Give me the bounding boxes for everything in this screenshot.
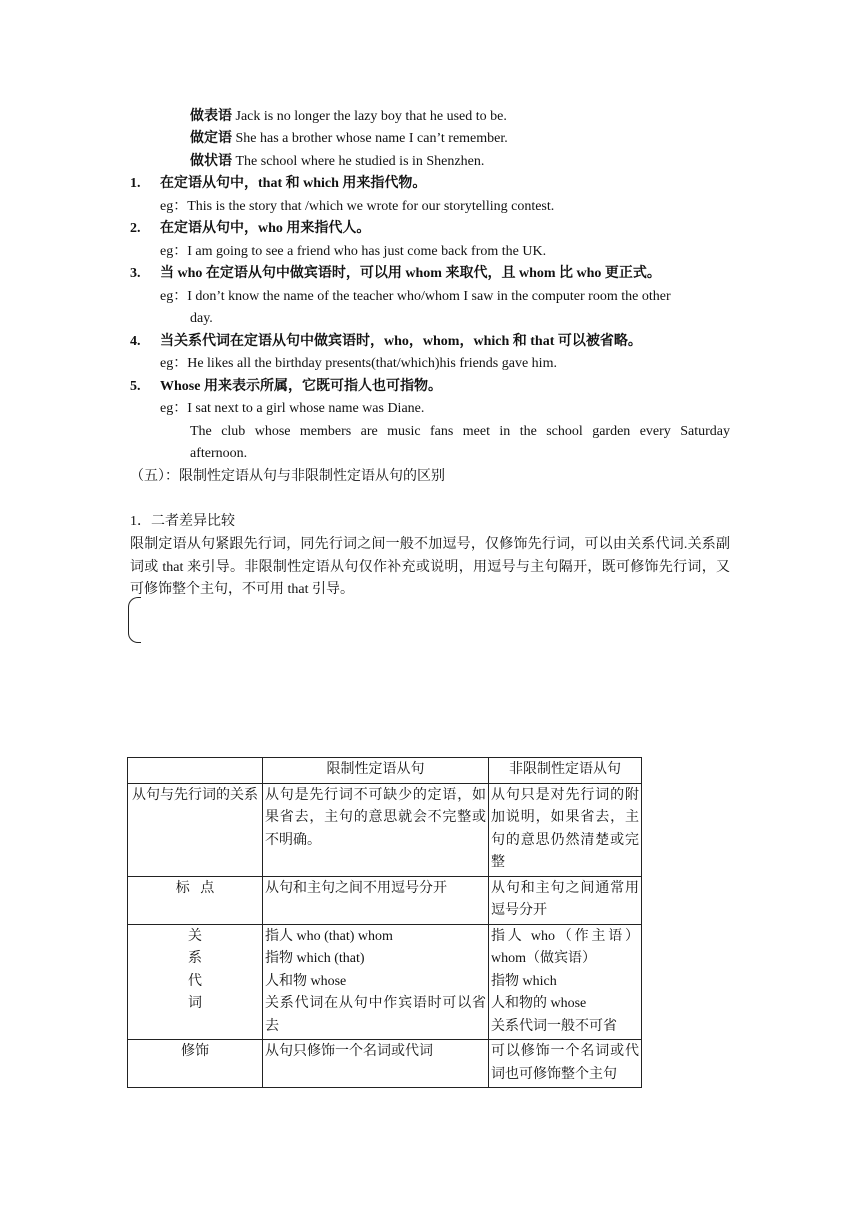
intro-line-adverbial: 做状语 The school where he studied is in Shenzhen.: [190, 154, 485, 169]
sub-heading: 1．二者差异比较: [130, 514, 235, 529]
table-header-cell: 限制性定语从句: [263, 758, 489, 784]
table-cell: 指人 who (that) whom 指物 which (that) 人和物 whose 关系代词在从句中作宾语时可以省去: [263, 924, 489, 1040]
rule-title: 当 who 在定语从句中做宾语时，可以用 whom 来取代，且 whom 比 who 更正式。: [160, 266, 661, 281]
table-row-label: 从句与先行词的关系: [128, 783, 263, 876]
rule-example-continuation: day.: [190, 311, 213, 326]
rule-number: 2.: [130, 221, 141, 236]
intro-line-attributive: 做定语 She has a brother whose name I can’t remember.: [190, 131, 508, 146]
table-cell: 从句和主句之间不用逗号分开: [263, 876, 489, 924]
intro-line-predicative: 做表语 Jack is no longer the lazy boy that he used to be.: [190, 109, 507, 124]
rule-number: 4.: [130, 334, 141, 349]
table-row: [128, 783, 642, 876]
table-header-cell: [128, 758, 263, 784]
rule-title: Whose 用来表示所属，它既可指人也可指物。: [160, 379, 442, 394]
rule-example: eg：I sat next to a girl whose name was Diane.: [160, 401, 425, 416]
rule-number: 3.: [130, 266, 141, 281]
table-cell: 指人 who（作主语） whom（做宾语） 指物 which 人和物的 whose 关系代词一般不可省: [489, 924, 642, 1040]
table-row-label: 标 点: [128, 876, 263, 924]
table-cell: 从句只修饰一个名词或代词: [263, 1040, 489, 1088]
rule-example-second: The club whose members are music fans meet in the school garden every Saturday: [190, 424, 730, 439]
rule-title: 在定语从句中，that 和 which 用来指代物。: [160, 176, 427, 191]
table-cell: 从句和主句之间通常用逗号分开: [489, 876, 642, 924]
rule-number: 5.: [130, 379, 141, 394]
rule-title: 在定语从句中，who 用来指代人。: [160, 221, 371, 236]
table-cell: 从句是先行词不可缺少的定语，如果省去，主句的意思就会不完整或不明确。: [263, 783, 489, 876]
rule-example: eg：This is the story that /which we wrote for our storytelling contest.: [160, 199, 555, 214]
rule-title: 当关系代词在定语从句中做宾语时，who，whom，which 和 that 可以被省略。: [160, 334, 642, 349]
table-row: [128, 924, 642, 1040]
rule-example: eg：I am going to see a friend who has just come back from the UK.: [160, 244, 547, 259]
table-header-row: [128, 758, 642, 784]
table-row: [128, 876, 642, 924]
comparison-table: [127, 757, 642, 1088]
rule-number: 1.: [130, 176, 141, 191]
rule-example-second-continuation: afternoon.: [190, 446, 248, 461]
rule-example: eg：I don’t know the name of the teacher who/whom I saw in the computer room the other: [160, 289, 671, 304]
table-row: [128, 1040, 642, 1088]
table-cell: 从句只是对先行词的附加说明，如果省去，主句的意思仍然清楚或完整: [489, 783, 642, 876]
section-heading: （五）：限制性定语从句与非限制性定语从句的区别: [130, 469, 445, 484]
table-row-label: 修饰: [128, 1040, 263, 1088]
comparison-paragraph: 限制定语从句紧跟先行词，同先行词之间一般不加逗号，仅修饰先行词，可以由关系代词.关系副词或 that 来引导。非限制性定语从句仅作补充或说明，用逗号与主句隔开，既可修饰先行词，又可修饰整个主句，不可用 that 引导。: [130, 537, 730, 597]
left-brace-mark: [128, 597, 141, 643]
rule-example: eg：He likes all the birthday presents(that/which)his friends gave him.: [160, 356, 557, 371]
table-row-label: 关 系 代 词: [128, 924, 263, 1040]
table-cell: 可以修饰一个名词或代词也可修饰整个主句: [489, 1040, 642, 1088]
table-header-cell: 非限制性定语从句: [489, 758, 642, 784]
